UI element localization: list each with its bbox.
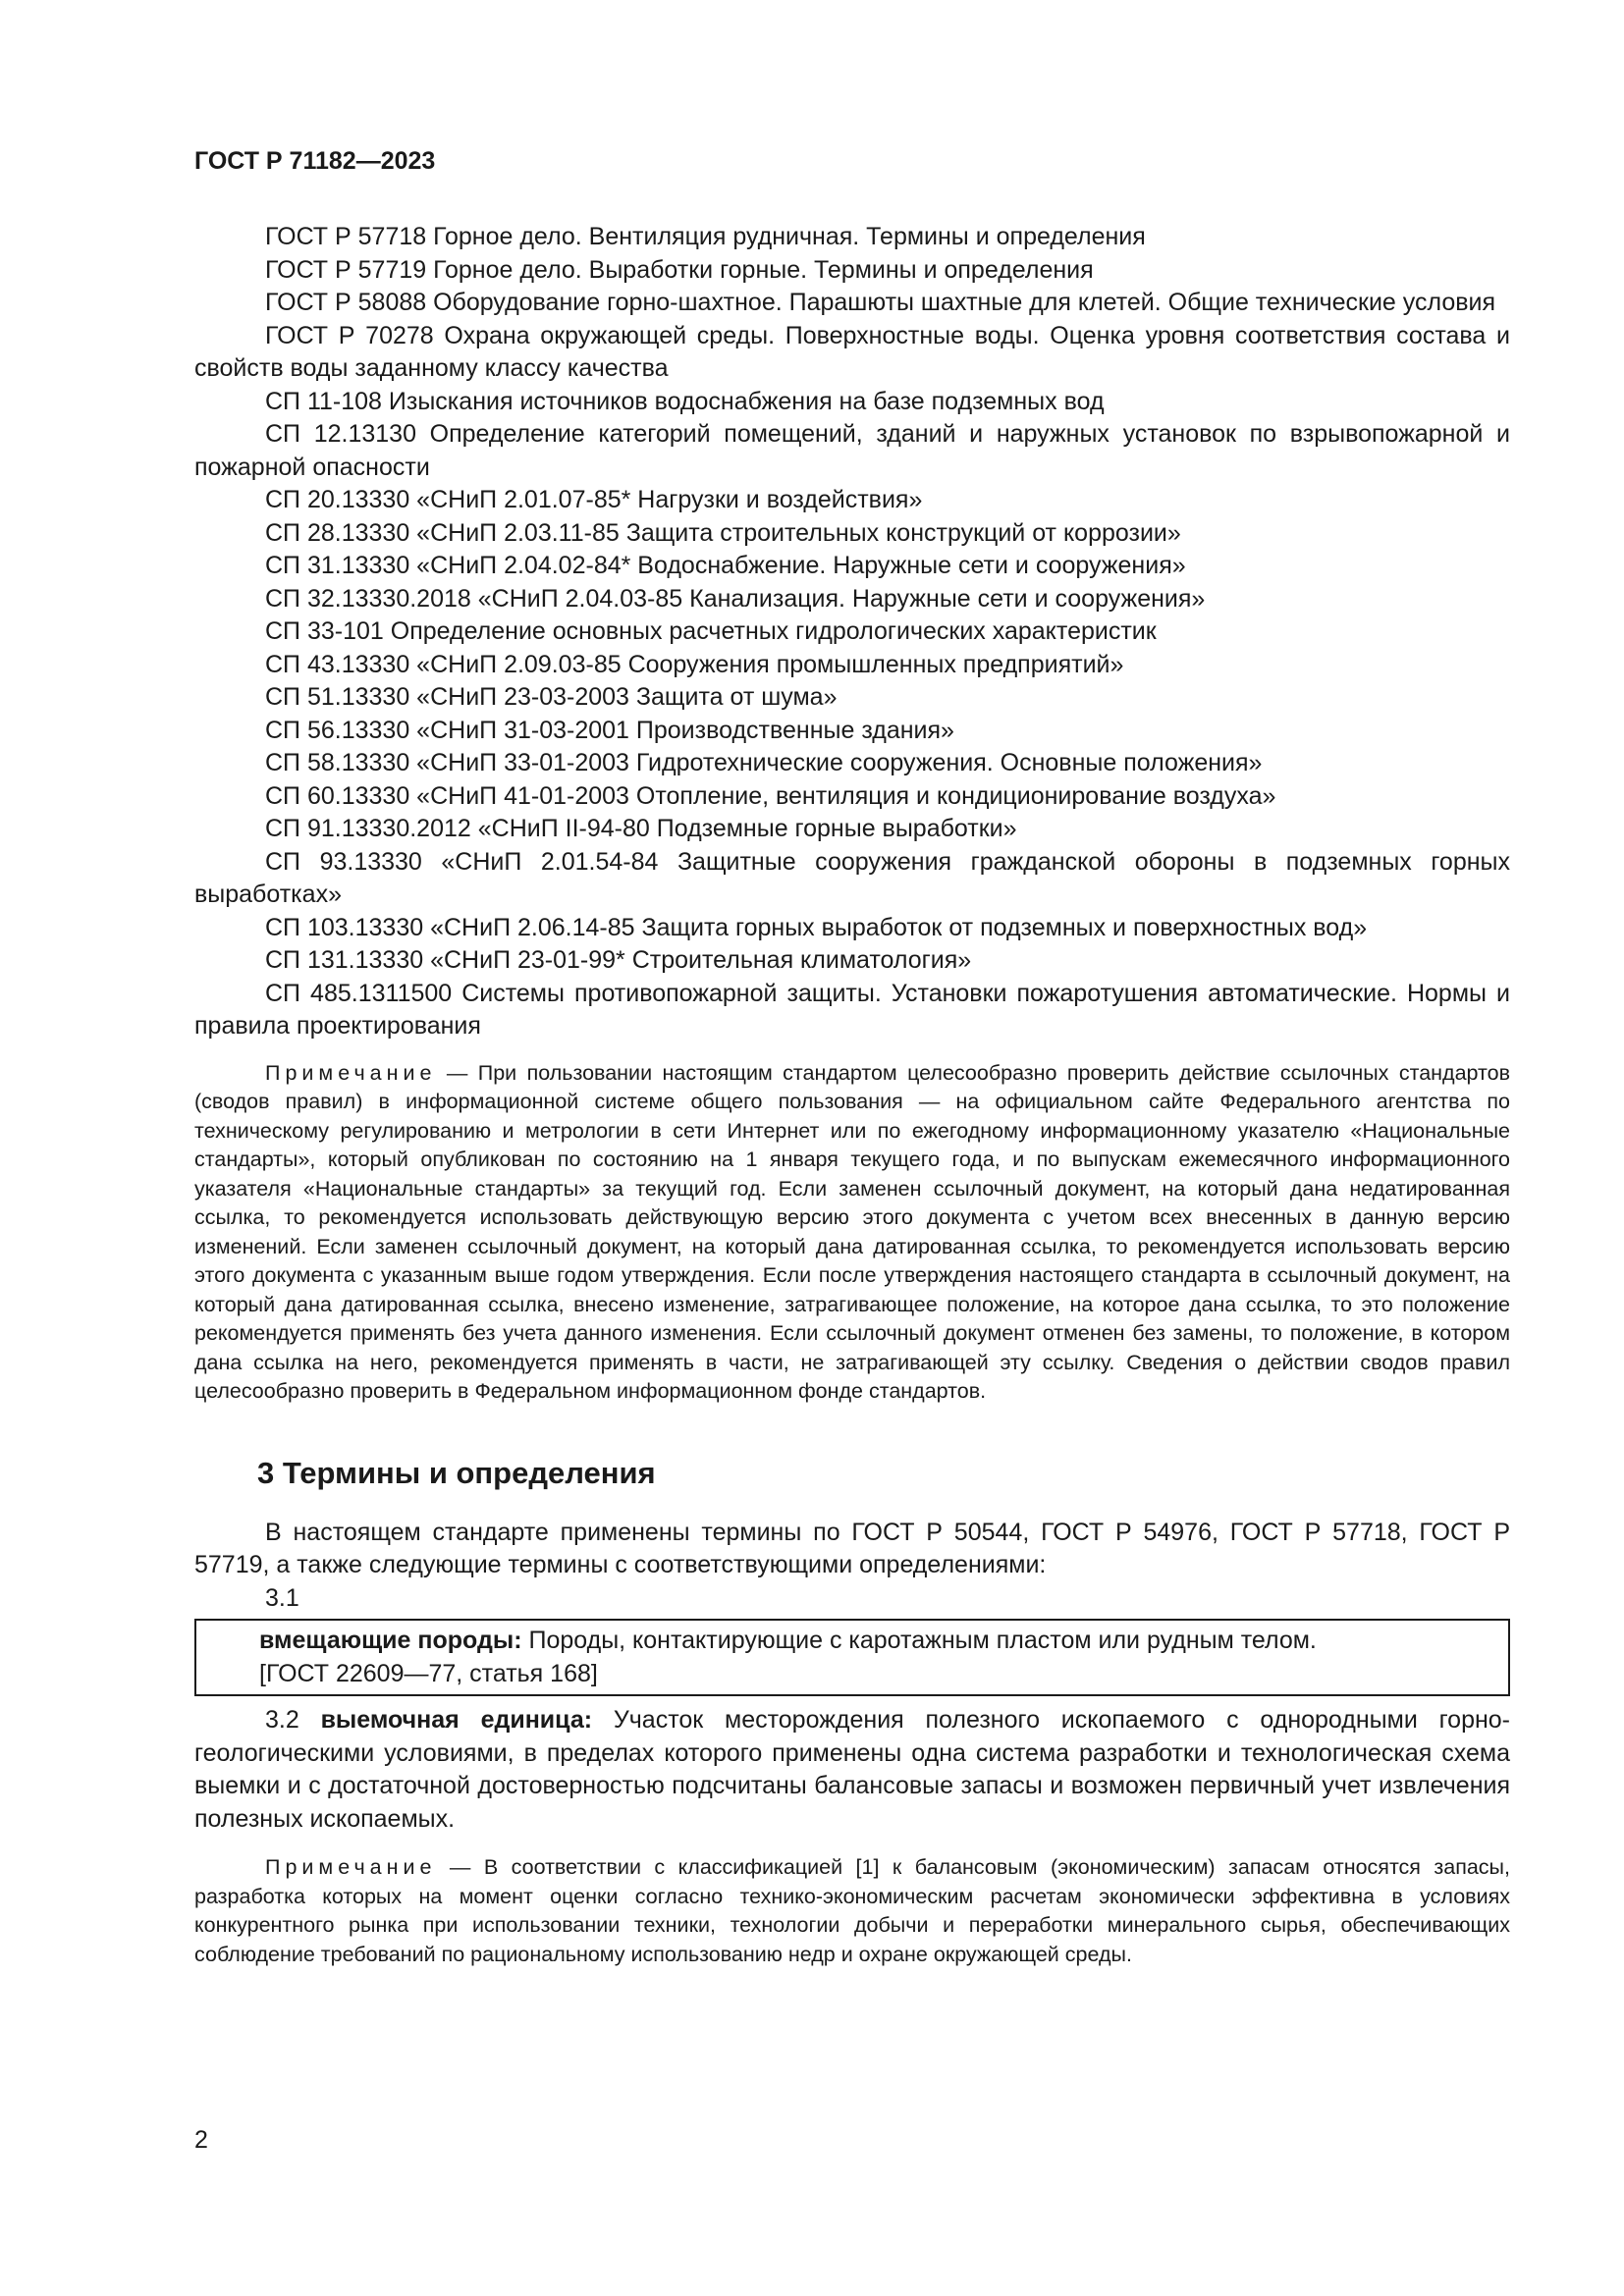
reference-item: СП 20.13330 «СНиП 2.01.07-85* Нагрузки и воздействия» (265, 486, 923, 513)
reference-item: СП 103.13330 «СНиП 2.06.14-85 Защита горных выработок от подземных и поверхностных вод» (265, 913, 1368, 941)
reference-item: СП 91.13330.2012 «СНиП II-94-80 Подземные горные выработки» (265, 815, 1017, 842)
document-header: ГОСТ Р 71182—2023 (194, 147, 436, 175)
term-name: вмещающие породы: (259, 1627, 522, 1654)
reference-item: СП 12.13130 Определение категорий помещений, зданий и наружных установок по взрывопожарной и пожарной опасности (194, 420, 1510, 481)
reference-item: СП 43.13330 «СНиП 2.09.03-85 Сооружения промышленных предприятий» (265, 650, 1124, 678)
reference-item: СП 56.13330 «СНиП 31-03-2001 Производственные здания» (265, 716, 954, 744)
reference-item: ГОСТ Р 70278 Охрана окружающей среды. Поверхностные воды. Оценка уровня соответствия состава и свойств воды заданному классу качества (194, 321, 1510, 382)
reference-item: СП 33-101 Определение основных расчетных гидрологических характеристик (265, 617, 1157, 645)
references-list (194, 221, 1510, 1043)
reference-item: СП 11-108 Изыскания источников водоснабжения на базе подземных вод (265, 387, 1105, 415)
reference-item: ГОСТ Р 57718 Горное дело. Вентиляция рудничная. Термины и определения (265, 223, 1146, 250)
term-source: [ГОСТ 22609—77, статья 168] (259, 1659, 598, 1687)
section-title: 3 Термины и определения (257, 1455, 656, 1490)
reference-item: СП 131.13330 «СНиП 23-01-99* Строительная климатология» (265, 946, 972, 974)
reference-item: СП 28.13330 «СНиП 2.03.11-85 Защита строительных конструкций от коррозии» (265, 518, 1181, 547)
term-definition: Участок месторождения полезного ископаемого с однородными горно-геологическими условиями, в пределах которого применены одна система разработки и технологическая схема выемки и с достаточной достоверностью подсчитаны балансовые запасы и возможен первичный учет извлечения полезных ископаемых. (194, 1706, 1511, 1833)
reference-item: СП 31.13330 «СНиП 2.04.02-84* Водоснабжение. Наружные сети и сооружения» (265, 552, 1186, 579)
term-name: выемочная единица: (320, 1706, 593, 1734)
note-text: — При пользовании настоящим стандартом целесообразно проверить действие ссылочных стандартов (сводов правил) в информационной системе общего пользования — на официальном сайте Федерального агентства по техническому регулированию и метрологии в сети Интернет или по ежегодному информационному указателю «Национальные стандарты», который опубликован по состоянию на 1 января текущего года, и по выпускам ежемесячного информационного указателя «Национальные стандарты» за текущий год. Если заменен ссылочный документ, на который дана недатированная ссылка, то рекомендуется использовать действующую версию этого документа с учетом всех внесенных в данную версию изменений. Если заменен ссылочный документ, на который дана датированная ссылка, то рекомендуется использовать версию этого документа с указанным выше годом утверждения. Если после утверждения настоящего стандарта в ссылочный документ, на который дана датированная ссылка, внесено изменение, затрагивающее положение, на которое дана ссылка, то это положение рекомендуется применять без учета данного изменения. Если ссылочный документ отменен без замены, то положение, в котором дана ссылка на него, рекомендуется применять в части, не затрагивающей эту ссылку. Сведения о действии сводов правил целесообразно проверить в Федеральном информационном фонде стандартов. (194, 1060, 1510, 1403)
term-3-2 (194, 1704, 1510, 1836)
note-references (194, 1059, 1510, 1407)
reference-item: СП 60.13330 «СНиП 41-01-2003 Отопление, вентиляция и кондиционирование воздуха» (265, 781, 1276, 810)
reference-item: СП 58.13330 «СНиП 33-01-2003 Гидротехнические сооружения. Основные положения» (265, 749, 1263, 776)
term-definition: Породы, контактирующие с каротажным пластом или рудным телом. (521, 1627, 1317, 1654)
document-page (194, 147, 1510, 1969)
term-box-3-1 (194, 1619, 1510, 1696)
section-intro: В настоящем стандарте применены термины по ГОСТ Р 50544, ГОСТ Р 54976, ГОСТ Р 57718, ГОСТ Р 57719, а также следующие термины с соответствующими определениями: (194, 1518, 1510, 1578)
term-number-3-2: 3.2 (265, 1706, 321, 1734)
reference-item: ГОСТ Р 57719 Горное дело. Выработки горные. Термины и определения (265, 255, 1094, 284)
note-label: Примечание (265, 1060, 437, 1085)
note-text: — В соответствии с классификацией [1] к балансовым (экономическим) запасам относятся запасы, разработка которых на момент оценки согласно технико-экономическим расчетам экономически эффективна в условиях конкурентного рынка при использовании техники, технологии добычи и переработки минерального сырья, обеспечивающих соблюдение требований по рациональному использованию недр и охране окружающей среды. (194, 1855, 1510, 1966)
term-number-3-1: 3.1 (265, 1583, 299, 1612)
reference-item: СП 51.13330 «СНиП 23-03-2003 Защита от шума» (265, 683, 838, 711)
page-number: 2 (194, 2126, 208, 2154)
reference-item: ГОСТ Р 58088 Оборудование горно-шахтное. Парашюты шахтные для клетей. Общие технические условия (265, 289, 1496, 316)
reference-item: СП 485.1311500 Системы противопожарной защиты. Установки пожаротушения автоматические. Нормы и правила проектирования (194, 979, 1510, 1040)
note-label: Примечание (265, 1855, 437, 1879)
reference-item: СП 93.13330 «СНиП 2.01.54-84 Защитные сооружения гражданской обороны в подземных горных выработках» (194, 847, 1510, 908)
note-term-3-2 (194, 1853, 1510, 1969)
reference-item: СП 32.13330.2018 «СНиП 2.04.03-85 Канализация. Наружные сети и сооружения» (265, 584, 1206, 613)
